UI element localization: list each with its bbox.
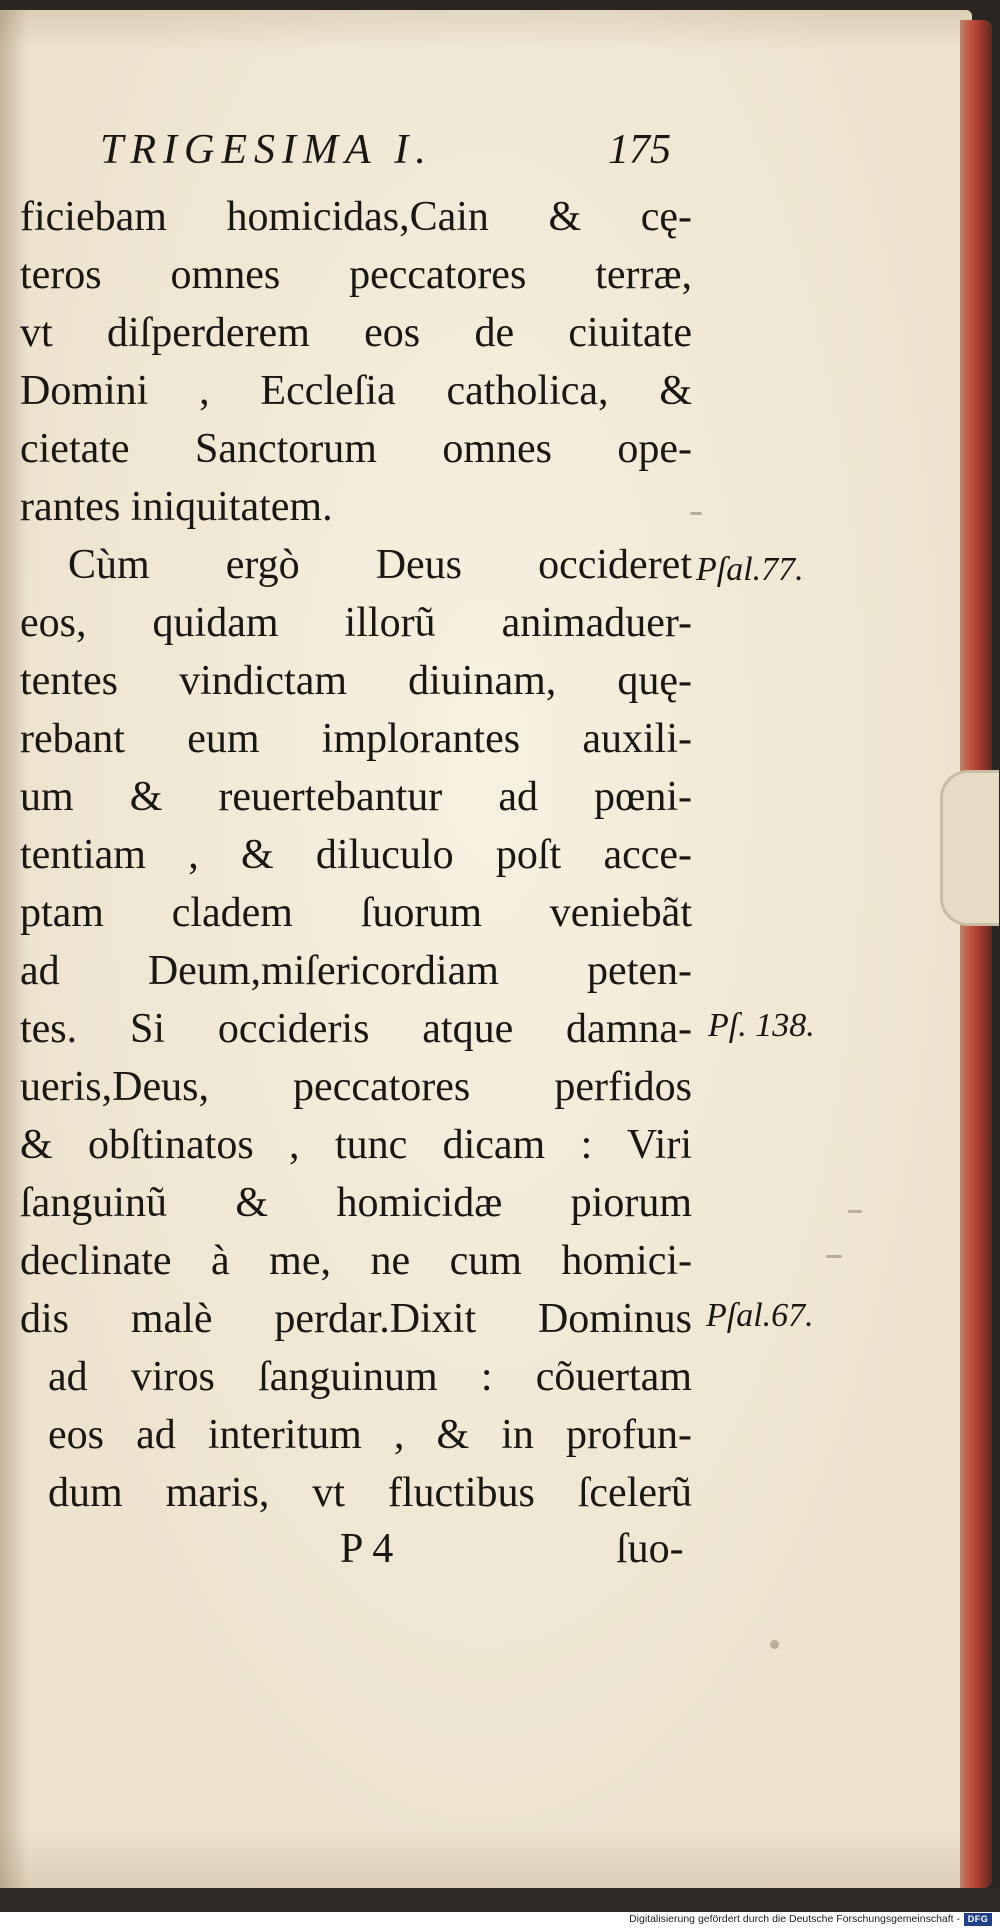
- text-line: eos ad interitum , & in profun-: [48, 1412, 692, 1458]
- margin-note: Pſal.77.: [696, 551, 804, 588]
- margin-note: Pſ. 138.: [708, 1007, 815, 1044]
- margin-note: Pſal.67.: [706, 1297, 814, 1334]
- text-line: ptam cladem ſuorum veniebãt: [20, 890, 692, 936]
- page-footer: [20, 1520, 692, 1578]
- page-tab-marker: [940, 770, 999, 926]
- signature-mark: P 4: [340, 1526, 394, 1572]
- text-line: ſanguinũ & homicidæ piorum: [20, 1180, 692, 1226]
- text-line: vt diſperderem eos de ciuitate: [20, 310, 692, 356]
- page-number: 175: [608, 127, 671, 173]
- text-line: tes. Si occideris atque damna-: [20, 1006, 692, 1052]
- running-head: [100, 122, 680, 178]
- text-line: tentiam , & diluculo poſt acce-: [20, 832, 692, 878]
- text-line: ficiebam homicidas,Cain & cę-: [20, 194, 692, 240]
- paper-speck: [826, 1255, 842, 1258]
- text-line: dis malè perdar.Dixit Dominus: [20, 1296, 692, 1342]
- text-line: rantes iniquitatem.: [20, 484, 333, 530]
- text-line: Domini , Eccleſia catholica, &: [20, 368, 692, 414]
- text-line: cietate Sanctorum omnes ope-: [20, 426, 692, 472]
- text-line: & obſtinatos , tunc dicam : Viri: [20, 1122, 692, 1168]
- text-line: Cùm ergò Deus occideret: [68, 542, 692, 588]
- paper-speck: [848, 1210, 862, 1213]
- text-line: tentes vindictam diuinam, quę-: [20, 658, 692, 704]
- running-title: TRIGESIMA I.: [100, 127, 433, 173]
- body-text: [20, 188, 690, 1568]
- catchword: ſuo-: [616, 1526, 684, 1572]
- text-line: dum maris, vt fluctibus ſcelerũ: [48, 1470, 692, 1516]
- text-line: um & reuertebantur ad pœni-: [20, 774, 692, 820]
- text-line: ueris,Deus, peccatores perfidos: [20, 1064, 692, 1110]
- text-line: teros omnes peccatores terræ,: [20, 252, 692, 298]
- text-line: rebant eum implorantes auxili-: [20, 716, 692, 762]
- text-line: ad viros ſanguinum : cõuertam: [48, 1354, 692, 1400]
- page-edge-red: [960, 20, 992, 1888]
- text-line: eos, quidam illorũ animaduer-: [20, 600, 692, 646]
- text-line: declinate à me, ne cum homici-: [20, 1238, 692, 1284]
- paper-speck: [690, 512, 702, 515]
- paper-speck: [770, 1640, 779, 1649]
- digitization-credit: Digitalisierung gefördert durch die Deutsche Forschungsgemeinschaft -: [629, 1913, 960, 1925]
- scan-bottom-border: [0, 1888, 1000, 1912]
- text-line: ad Deum,miſericordiam peten-: [20, 948, 692, 994]
- dfg-logo: DFG: [964, 1913, 992, 1926]
